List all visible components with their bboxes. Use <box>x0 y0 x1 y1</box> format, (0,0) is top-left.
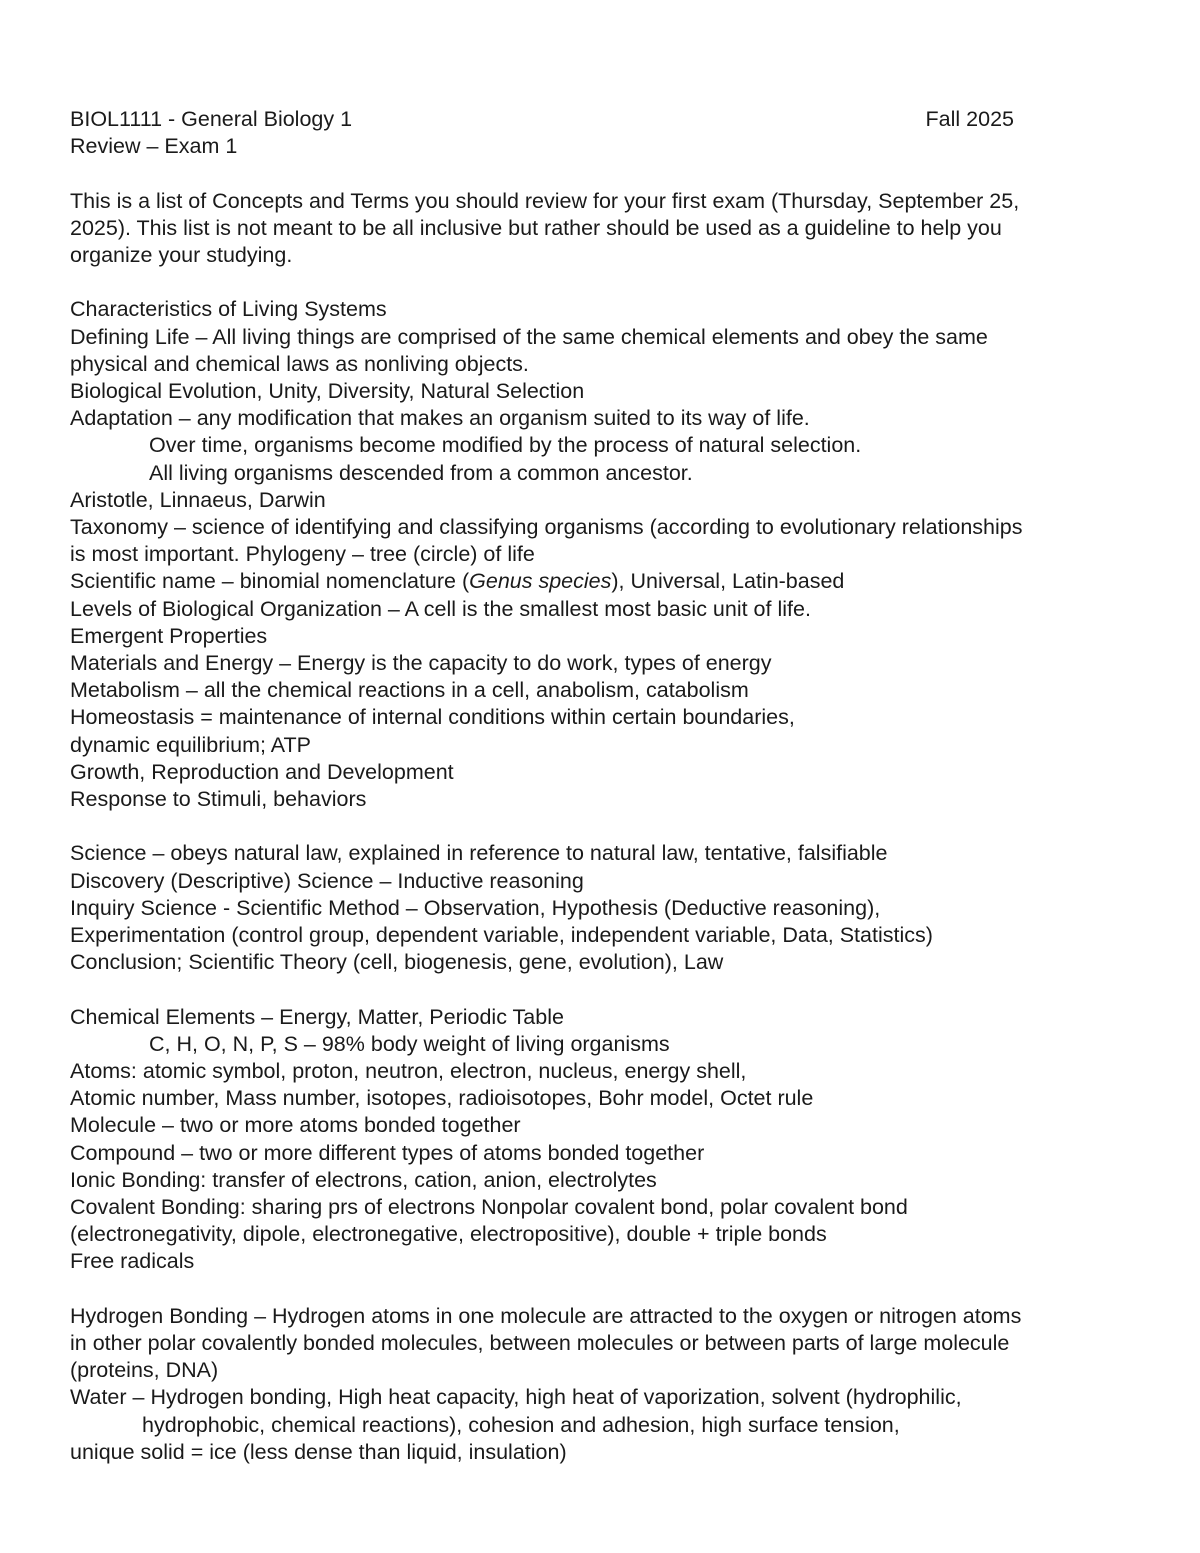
term-line: Adaptation – any modification that makes an organism suited to its way of life. <box>70 406 810 431</box>
term-line: Materials and Energy – Energy is the capacity to do work, types of energy <box>70 651 772 676</box>
term-line: Taxonomy – science of identifying and classifying organisms (according to evolutionary relationships <box>70 515 1023 540</box>
term-line-indented: hydrophobic, chemical reactions), cohesion and adhesion, high surface tension, <box>142 1412 900 1437</box>
term-line: Covalent Bonding: sharing prs of electrons Nonpolar covalent bond, polar covalent bond <box>70 1195 908 1220</box>
spacer <box>70 813 1140 840</box>
scientific-name-line <box>70 568 1140 595</box>
term-line: Atomic number, Mass number, isotopes, radioisotopes, Bohr model, Octet rule <box>70 1086 814 1111</box>
term-line: Compound – two or more different types of atoms bonded together <box>70 1140 705 1165</box>
spacer <box>70 1276 1140 1303</box>
section-water <box>70 1303 1140 1466</box>
term-line: Aristotle, Linnaeus, Darwin <box>70 487 326 512</box>
intro-paragraph <box>70 188 1140 270</box>
term-line: Ionic Bonding: transfer of electrons, cation, anion, electrolytes <box>70 1167 657 1192</box>
document-subtitle: Review – Exam 1 <box>70 134 238 159</box>
term-line-indented: All living organisms descended from a common ancestor. <box>149 460 693 485</box>
term-line: Hydrogen Bonding – Hydrogen atoms in one molecule are attracted to the oxygen or nitrogen atoms <box>70 1303 1022 1328</box>
section-living-systems <box>70 296 1140 813</box>
term-line: Response to Stimuli, behaviors <box>70 787 367 812</box>
term-line: Atoms: atomic symbol, proton, neutron, electron, nucleus, energy shell, <box>70 1059 747 1084</box>
course-title: BIOL1111 - General Biology 1 <box>70 107 353 131</box>
term-line: Inquiry Science - Scientific Method – Observation, Hypothesis (Deductive reasoning), <box>70 895 881 920</box>
term-line: Discovery (Descriptive) Science – Inductive reasoning <box>70 868 584 893</box>
intro-line: 2025). This list is not meant to be all inclusive but rather should be used as a guideline to help you <box>70 215 1002 240</box>
term-line: Homeostasis = maintenance of internal conditions within certain boundaries, <box>70 705 795 730</box>
term-line: Free radicals <box>70 1249 195 1274</box>
spacer <box>70 976 1140 1003</box>
section-science <box>70 840 1140 976</box>
scientific-name-text: Scientific name – binomial nomenclature ( <box>70 569 470 594</box>
document-page <box>70 106 1140 1466</box>
genus-species-italic: Genus species <box>469 569 612 594</box>
term-line: in other polar covalently bonded molecules, between molecules or between parts of large molecule <box>70 1331 1010 1356</box>
section-heading: Characteristics of Living Systems <box>70 297 387 322</box>
intro-line: organize your studying. <box>70 243 293 267</box>
term-line: Water – Hydrogen bonding, High heat capacity, high heat of vaporization, solvent (hydrophilic, <box>70 1385 962 1410</box>
term-line: physical and chemical laws as nonliving objects. <box>70 351 529 376</box>
term-line: Science – obeys natural law, explained in reference to natural law, tentative, falsifiable <box>70 841 888 866</box>
term-line: Biological Evolution, Unity, Diversity, Natural Selection <box>70 379 585 403</box>
term-line: is most important. Phylogeny – tree (circle) of life <box>70 542 535 567</box>
term-line: Molecule – two or more atoms bonded together <box>70 1113 521 1138</box>
document-header <box>70 106 1014 133</box>
term-label: Fall 2025 <box>925 107 1014 131</box>
term-line: Growth, Reproduction and Development <box>70 759 454 784</box>
spacer <box>70 160 1140 187</box>
term-line: Defining Life – All living things are comprised of the same chemical elements and obey the same <box>70 324 988 349</box>
term-line: (proteins, DNA) <box>70 1358 219 1383</box>
term-line: dynamic equilibrium; ATP <box>70 732 311 757</box>
term-line: Emergent Properties <box>70 623 268 648</box>
term-line: Experimentation (control group, dependent variable, independent variable, Data, Statistics) <box>70 923 933 948</box>
term-line: Conclusion; Scientific Theory (cell, biogenesis, gene, evolution), Law <box>70 950 724 975</box>
term-line: (electronegativity, dipole, electronegative, electropositive), double + triple bonds <box>70 1222 827 1247</box>
term-line-indented: C, H, O, N, P, S – 98% body weight of living organisms <box>149 1031 670 1056</box>
intro-line: This is a list of Concepts and Terms you should review for your first exam (Thursday, September 25, <box>70 188 1020 213</box>
section-chemistry <box>70 1004 1140 1276</box>
spacer <box>70 269 1140 296</box>
term-line: unique solid = ice (less dense than liquid, insulation) <box>70 1439 567 1464</box>
term-line-indented: Over time, organisms become modified by the process of natural selection. <box>149 433 862 458</box>
term-line: Levels of Biological Organization – A cell is the smallest most basic unit of life. <box>70 596 811 621</box>
scientific-name-text: ), Universal, Latin-based <box>611 569 845 594</box>
term-line: Metabolism – all the chemical reactions in a cell, anabolism, catabolism <box>70 678 749 703</box>
term-line: Chemical Elements – Energy, Matter, Periodic Table <box>70 1004 564 1029</box>
